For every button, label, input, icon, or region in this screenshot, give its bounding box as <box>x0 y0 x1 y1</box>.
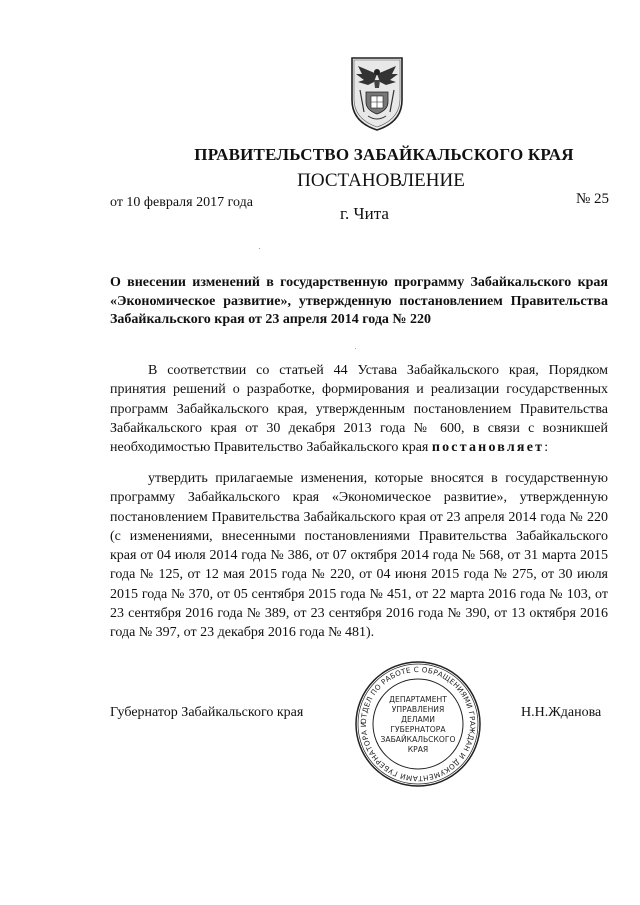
resolution-text: утвердить прилагаемые изменения, которые вносятся в государственную программу Забайкальского края «Экономическое развитие», утвержденную постановлением Правительства Забайкальского края от 23 апреля 2014 года № 220 (с изменениями, внесенными постановлениями Правительства Забайкальского края от 04 июля 2014 года № 386, от 07 октября 2014 года № 568, от 31 марта 2015 года № 125, от 12 мая 2015 года № 220, от 04 июня 2015 года № 275, от 30 июля 2015 года № 370, от 05 сентября 2015 года № 451, от 22 марта 2016 года № 103, от 23 сентября 2016 года № 389, от 23 сентября 2016 года № 390, от 13 октября 2016 года № 397, от 23 декабря 2016 года № 481). <box>110 471 608 641</box>
government-title: ПРАВИТЕЛЬСТВО ЗАБАЙКАЛЬСКОГО КРАЯ <box>194 145 574 164</box>
colon: : <box>544 440 549 456</box>
scan-speck <box>355 348 356 349</box>
seal-line: КРАЯ <box>407 745 429 754</box>
document-subject: О внесении изменений в государственную программу Забайкальского края «Экономическое развитие», утвержденную постановлением Правительства Забайкальского края от 23 апреля 2014 года № 220 <box>110 275 608 327</box>
document-city: г. Чита <box>340 204 389 223</box>
seal-line: УПРАВЛЕНИЯ <box>391 705 445 714</box>
resolution-paragraph <box>110 469 608 643</box>
seal-line: ГУБЕРНАТОРА <box>390 725 446 734</box>
seal-line: ДЕПАРТАМЕНТ <box>389 695 447 704</box>
document-number: № 25 <box>575 191 609 207</box>
signatory-name: Н.Н.Жданова <box>521 705 602 720</box>
seal-line: ЗАБАЙКАЛЬСКОГО <box>380 735 456 744</box>
preamble-paragraph <box>110 361 608 457</box>
official-seal-icon <box>354 660 482 788</box>
scan-speck <box>259 248 260 249</box>
seal-ring-text: ОТДЕЛ ПО РАБОТЕ С ОБРАЩЕНИЯМИ ГРАЖДАН И ДОКУМЕНТАМИ ГУБЕРНАТОРА И <box>358 664 478 784</box>
document-type: ПОСТАНОВЛЕНИЕ <box>297 170 465 191</box>
seal-line: ДЕЛАМИ <box>401 715 435 724</box>
preamble-text: В соответствии со статьей 44 Устава Забайкальского края, Порядком принятия решений о разработке, формирования и реализации государственных программ Забайкальского края, утвержденным постановлением Правительства Забайкальского края от 30 декабря 2013 года № 600, в связи с возникшей необходимостью Правительство Забайкальского края <box>110 363 608 456</box>
coat-of-arms-icon <box>344 52 410 132</box>
signatory-position: Губернатор Забайкальского края <box>110 705 304 720</box>
document-date: от 10 февраля 2017 года <box>110 195 253 210</box>
resolves-word: постановляет <box>431 440 545 456</box>
